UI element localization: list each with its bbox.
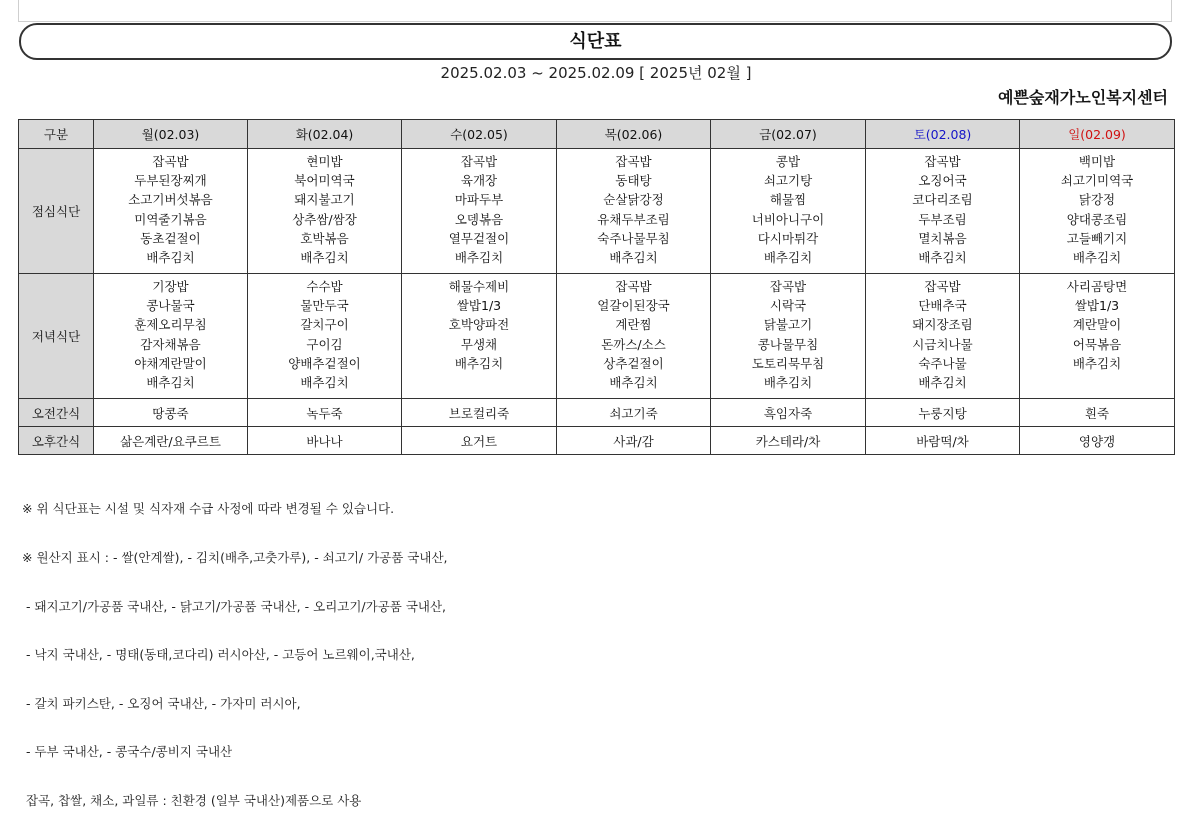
menu-cell [866, 274, 1020, 399]
menu-cell [557, 149, 711, 274]
page-title: 식단표 [19, 23, 1172, 60]
note-line: - 낙지 국내산, - 명태(동태,코다리) 러시아산, - 고등어 노르웨이,국내산, [22, 647, 415, 663]
menu-cell [402, 399, 557, 427]
dish-item: 바람떡/차 [916, 433, 969, 449]
dish-item: 배추김치 [1072, 250, 1122, 266]
dish-item: 사과/감 [613, 433, 654, 449]
menu-cell [711, 274, 866, 399]
dish-item: 잡곡밥 [924, 154, 961, 169]
menu-cell [248, 149, 402, 274]
dish-item: 흑임자죽 [763, 405, 813, 421]
menu-table [18, 119, 1175, 455]
dish-item: 잡곡밥 [615, 154, 652, 169]
dish-item: 어묵볶음 [1072, 336, 1122, 352]
dish-item: 계란말이 [1072, 317, 1122, 333]
dish-item: 소고기버섯볶음 [128, 192, 213, 208]
dish-item: 마파두부 [454, 192, 504, 208]
menu-cell [557, 427, 711, 455]
dish-item: 쇠고기미역국 [1060, 173, 1134, 189]
note-line: - 갈치 파키스탄, - 오징어 국내산, - 가자미 러시아, [22, 695, 301, 711]
dish-item: 육개장 [460, 173, 498, 189]
dish-item: 호박양파전 [448, 317, 510, 333]
dish-item: 동태탕 [615, 173, 652, 189]
dish-item: 숙주나물 [918, 355, 967, 371]
note-line: ※ 위 식단표는 시설 및 식자재 수급 사정에 따라 변경될 수 있습니다. [22, 501, 395, 517]
dish-item: 동초겉절이 [140, 230, 201, 246]
day-header: 월(02.03) [94, 120, 248, 149]
menu-cell [557, 274, 711, 399]
dish-item: 배추김치 [918, 375, 967, 391]
date-range: 2025.02.03 ~ 2025.02.09 [ 2025년 02월 ] [440, 64, 752, 82]
dish-item: 감자채볶음 [140, 336, 201, 352]
dish-item: 녹두죽 [306, 405, 343, 421]
dish-item: 쌀밥1/3 [1074, 298, 1120, 314]
table-row [19, 149, 1175, 274]
dish-item: 양배추겉절이 [288, 355, 361, 371]
dish-item: 오징어국 [918, 173, 967, 189]
dish-item: 도토리묵무침 [751, 355, 825, 371]
dish-item: 사리곰탕면 [1066, 279, 1128, 294]
dish-item: 배추김치 [609, 250, 658, 266]
dish-item: 양대콩조림 [1066, 211, 1128, 227]
dish-item: 백미밥 [1078, 154, 1116, 169]
dish-item: 잡곡밥 [924, 279, 961, 294]
dish-item: 땅콩죽 [152, 405, 189, 421]
day-header: 목(02.06) [557, 120, 711, 149]
dish-item: 닭불고기 [763, 317, 813, 333]
table-row [19, 274, 1175, 399]
table-row [19, 427, 1175, 455]
day-header: 일(02.09) [1020, 120, 1175, 149]
dish-item: 고들빼기지 [1066, 230, 1128, 246]
dish-item: 기장밥 [152, 279, 189, 294]
menu-cell [711, 149, 866, 274]
dish-item: 흰죽 [1084, 405, 1110, 421]
dish-item: 너비아니구이 [751, 211, 825, 227]
dish-item: 현미밥 [306, 154, 343, 169]
dish-item: 잡곡밥 [615, 279, 652, 294]
dish-item: 배추김치 [763, 375, 813, 391]
dish-item: 두부조림 [918, 211, 967, 227]
dish-item: 야채계란말이 [134, 355, 207, 371]
day-header: 토(02.08) [866, 120, 1020, 149]
dish-item: 시락국 [769, 298, 807, 314]
dish-item: 배추김치 [918, 250, 967, 266]
dish-item: 코다리조림 [912, 192, 973, 208]
dish-item: 브로컬리죽 [448, 405, 510, 421]
dish-item: 잡곡밥 [460, 154, 498, 169]
dish-item: 물만두국 [300, 298, 349, 314]
note-line: ※ 원산지 표시 : - 쌀(안계쌀), - 김치(배추,고춧가루), - 쇠고기/ 가공품 국내산, [22, 550, 448, 566]
dish-item: 쌀밥1/3 [456, 298, 502, 314]
dish-item: 유채두부조림 [597, 211, 670, 227]
dish-item: 호박볶음 [300, 230, 349, 246]
header-label: 구분 [19, 120, 94, 149]
dish-item: 얼갈이된장국 [597, 298, 670, 314]
menu-cell [248, 274, 402, 399]
menu-cell [1020, 149, 1175, 274]
row-label: 점심식단 [19, 149, 94, 274]
menu-cell [402, 149, 557, 274]
menu-cell [711, 399, 866, 427]
dish-item: 영양갱 [1078, 433, 1116, 449]
menu-cell [402, 274, 557, 399]
dish-item: 배추김치 [300, 250, 349, 266]
dish-item: 쇠고기탕 [763, 173, 813, 189]
menu-cell [248, 427, 402, 455]
dish-item: 돼지장조림 [912, 317, 973, 333]
dish-item: 잡곡밥 [152, 154, 189, 169]
menu-cell [94, 427, 248, 455]
dish-item: 미역줄기볶음 [134, 211, 207, 227]
menu-cell [711, 427, 866, 455]
dish-item: 닭강정 [1078, 192, 1116, 208]
menu-cell [1020, 427, 1175, 455]
dish-item: 바나나 [306, 433, 343, 449]
menu-cell [1020, 274, 1175, 399]
dish-item: 누룽지탕 [918, 405, 967, 421]
dish-item: 요거트 [460, 433, 498, 449]
dish-item: 카스테라/차 [755, 433, 821, 449]
dish-item: 두부된장찌개 [134, 173, 207, 189]
dish-item: 쇠고기죽 [609, 405, 658, 421]
dish-item: 콩나물국 [146, 298, 195, 314]
note-line: - 돼지고기/가공품 국내산, - 닭고기/가공품 국내산, - 오리고기/가공품 국내산, [22, 598, 447, 614]
row-label: 저녁식단 [19, 274, 94, 399]
dish-item: 계란찜 [615, 317, 652, 333]
menu-cell [866, 399, 1020, 427]
dish-item: 배추김치 [146, 250, 195, 266]
row-label: 오전간식 [19, 399, 94, 427]
note-line: - 두부 국내산, - 콩국수/콩비지 국내산 [22, 744, 233, 760]
dish-item: 콩밥 [775, 154, 801, 169]
dish-item: 갈치구이 [300, 317, 349, 333]
table-body [19, 149, 1175, 455]
dish-item: 열무겉절이 [448, 230, 510, 246]
dish-item: 상추겉절이 [603, 355, 664, 371]
dish-item: 콩나물무침 [757, 336, 819, 352]
dish-item: 숙주나물무침 [597, 230, 670, 246]
menu-cell [94, 149, 248, 274]
menu-cell [248, 399, 402, 427]
menu-cell [94, 274, 248, 399]
dish-item: 배추김치 [609, 375, 658, 391]
day-header: 금(02.07) [711, 120, 866, 149]
table-header-row [19, 120, 1175, 149]
dish-item: 순살닭강정 [603, 192, 664, 208]
dish-item: 단배추국 [918, 298, 967, 314]
notes [22, 469, 448, 825]
dish-item: 오뎅볶음 [454, 211, 504, 227]
dish-item: 배추김치 [300, 375, 349, 391]
menu-cell [402, 427, 557, 455]
dish-item: 구이김 [306, 336, 343, 352]
menu-cell [866, 149, 1020, 274]
dish-item: 배추김치 [146, 375, 195, 391]
dish-item: 해물찜 [769, 192, 807, 208]
dish-item: 상추쌈/쌈장 [292, 211, 357, 227]
menu-cell [866, 427, 1020, 455]
day-header: 화(02.04) [248, 120, 402, 149]
note-line: 잡곡, 찹쌀, 채소, 과일류 : 친환경 (일부 국내산)제품으로 사용 [22, 793, 362, 809]
dish-item: 멸치볶음 [918, 230, 967, 246]
menu-cell [94, 399, 248, 427]
dish-item: 시금치나물 [912, 336, 973, 352]
dish-item: 배추김치 [1072, 355, 1122, 371]
dish-item: 해물수제비 [448, 279, 510, 294]
dish-item: 무생채 [460, 336, 498, 352]
dish-item: 배추김치 [763, 250, 813, 266]
center-name: 예쁜숲재가노인복지센터 [997, 88, 1168, 107]
dish-item: 돈까스/소스 [601, 336, 666, 352]
dish-item: 북어미역국 [294, 173, 355, 189]
table-row [19, 399, 1175, 427]
menu-cell [1020, 399, 1175, 427]
dish-item: 배추김치 [454, 250, 504, 266]
day-header: 수(02.05) [402, 120, 557, 149]
dish-item: 삶은계란/요쿠르트 [120, 433, 221, 449]
dish-item: 훈제오리무침 [134, 317, 207, 333]
dish-item: 다시마튀각 [757, 230, 819, 246]
dish-item: 잡곡밥 [769, 279, 807, 294]
row-label: 오후간식 [19, 427, 94, 455]
dish-item: 배추김치 [454, 355, 504, 371]
previous-page-edge [18, 0, 1172, 22]
menu-cell [557, 399, 711, 427]
dish-item: 수수밥 [306, 279, 343, 294]
dish-item: 돼지불고기 [294, 192, 355, 208]
